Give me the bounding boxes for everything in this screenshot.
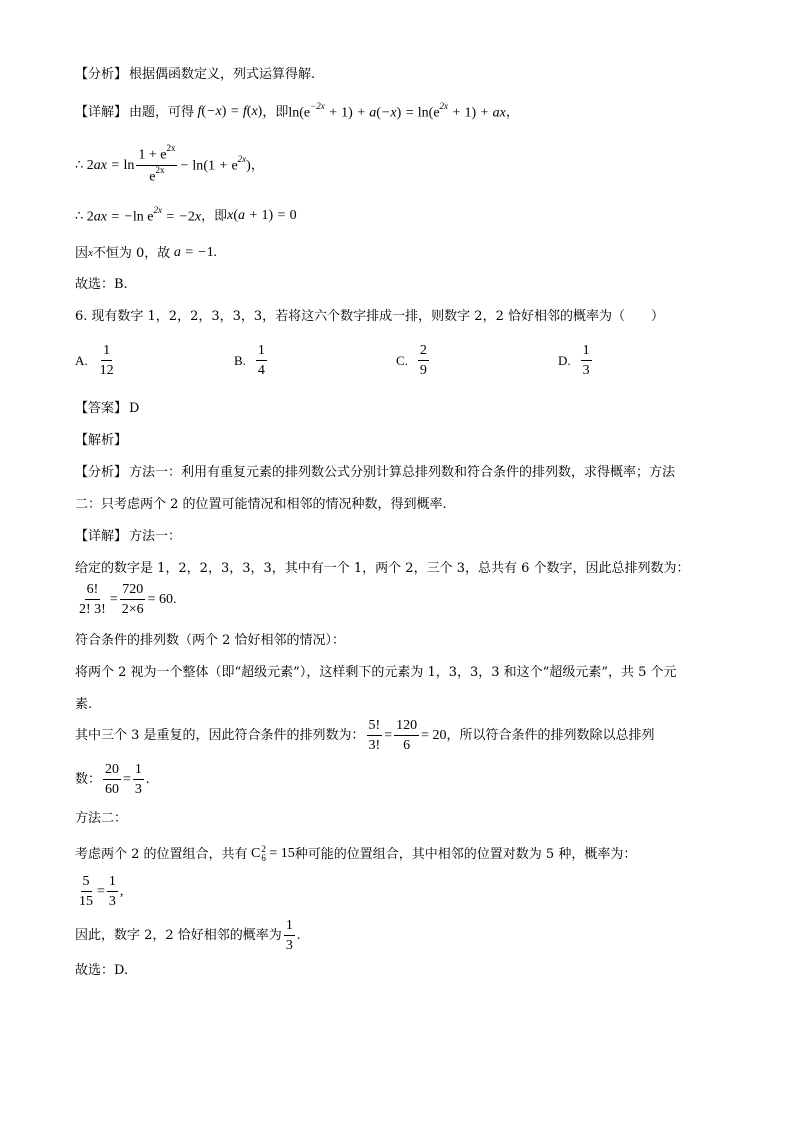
therefore-symbol: ∴ (75, 158, 84, 174)
question-6 (75, 310, 664, 323)
treat-line-1: 将两个 2 视为一个整体（即“超级元素”），这样剩下的元素为 1，3，3，3 和这个“超级元素”，共 5 个元 (75, 665, 677, 680)
conclusion-line: 因 x 不恒为 0，故 a = −1. (75, 245, 218, 261)
hence-line: 因此，数字 2，2 恰好相邻的概率为 $\frac{1}{3}$ . (75, 918, 301, 954)
option-c: C. $\frac{2}{9}$ (396, 343, 427, 379)
solution-analysis-line-1: 【分析】 方法一：利用有重复元素的排列数公式分别计算总排列数和符合条件的排列数，求得概率；方法 (75, 465, 676, 480)
choose-d-line: 故选：D. (75, 963, 129, 978)
ratio-line: 数： $\frac{20}{60}$ = $\frac{1}{3}$ . (75, 762, 150, 798)
solution-detail-line: 【详解】 方法一： (75, 529, 182, 544)
option-d: D. $\frac{1}{3}$ (558, 343, 590, 379)
question-number: 6. (75, 309, 88, 324)
qualified-formula-line: 其中三个 3 是重复的，因此符合条件的排列数为： $\frac{5!}{3!}$ = $\frac{120}{6}$ = 20 ，所以符合条件的排列数除以总排列 (75, 718, 655, 754)
analysis-text: 根据偶函数定义，列式运算得解. (129, 67, 316, 82)
option-a: A. $\frac{1}{12}$ (75, 343, 114, 379)
answer-line (75, 402, 139, 415)
solution-analysis-line-2: 二：只考虑两个 2 的位置可能情况和相邻的情况种数，得到概率. (75, 497, 447, 512)
analysis-tag: 【分析】 (75, 67, 128, 82)
probability-formula: $\frac{5}{15}$ = $\frac{1}{3}$ , (79, 874, 124, 910)
detail-tag: 【详解】 (75, 104, 128, 120)
even-function-equation: f(−x) = f(x) (194, 104, 263, 120)
treat-line-2: 素. (75, 697, 93, 712)
method2-head: 方法二： (75, 811, 128, 826)
log-equation: $\ln(e^{-2x} + 1) + a(-x) = \ln(e^{2x} + 1)$ + ax (288, 101, 506, 121)
jiexi-tag: 【解析】 (75, 433, 128, 448)
ie-text: ，即 (201, 208, 228, 224)
option-b: B. $\frac{1}{4}$ (234, 343, 265, 379)
qualified-head: 符合条件的排列数（两个 2 恰好相邻的情况）： (75, 633, 346, 648)
question-text: 现有数字 1，2，2，3，3，3，若将这六个数字排成一排，则数字 2，2 恰好相邻的概率为（ ） (91, 309, 664, 324)
detail-line: 【详解】 由题，可得 f(−x) = f(x) ，即 $\ln(e^{-2x} + 1) + a(-x) = \ln(e^{2x} + 1)$ + ax ， (75, 101, 519, 121)
log-fraction: $\frac{1 + e^{2x}}{e^{2x}}$ (138, 143, 176, 185)
answer-tag: 【答案】 (75, 401, 128, 416)
total-permutation-formula: $\frac{6!}{2! 3!}$ = $\frac{720}{2\times 6}$ = 60. (79, 582, 177, 618)
detail-intro: 由题，可得 (129, 104, 195, 120)
then-text: ，即 (262, 104, 289, 120)
choose-b-line: 故选：B. (75, 277, 128, 292)
analysis-line (75, 68, 315, 81)
jiexi-line (75, 434, 129, 447)
given-line: 给定的数字是 1，2，2，3，3，3，其中有一个 1，两个 2，三个 3，总共有 6 个数字，因此总排列数为： (75, 561, 690, 576)
derivation-line-1: ∴ 2ax = ln $\frac{1 + e^{2x}}{e^{2x}}$ − $\ln(1 + e^{2x})$ ， (75, 143, 264, 185)
answer-value: D (129, 401, 140, 416)
derivation-line-2: ∴ 2ax = −ln $e^{2x} = -2x$ ，即 x(a + 1) = 0 (75, 205, 297, 225)
position-combo-line: 考虑两个 2 的位置组合，共有 C 2 6 = 15 种可能的位置组合，其中相邻的位置对数为 5 种，概率为： (75, 844, 637, 863)
